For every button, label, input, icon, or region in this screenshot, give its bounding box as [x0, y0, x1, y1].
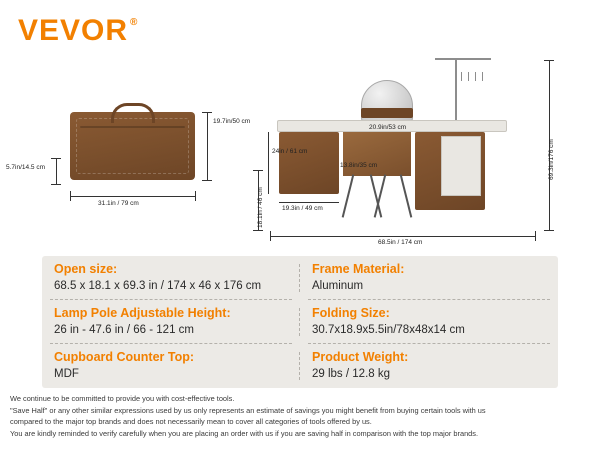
left-cabinet-height-label: 24in / 61 cm	[272, 148, 308, 155]
center-panel	[343, 132, 411, 176]
stand-height-tick-bottom	[253, 230, 263, 231]
spec-cell-lamp-pole-height	[42, 300, 300, 344]
hook-icon	[461, 72, 462, 81]
unit-width-line	[270, 236, 535, 237]
camp-kitchen-illustration	[265, 50, 565, 250]
left-cabinet-height-line	[268, 132, 269, 194]
left-cabinet-width-line	[279, 202, 339, 203]
spec-label: Lamp Pole Adjustable Height:	[54, 306, 231, 320]
hook-icon	[475, 72, 476, 81]
disclaimer-text	[10, 394, 592, 440]
spec-cell-counter-top	[42, 344, 300, 388]
specifications-table	[42, 256, 558, 388]
carry-bag-illustration	[70, 112, 195, 180]
spec-cell-open-size	[42, 256, 300, 300]
disclaimer-line: We continue to be committed to provide you with cost-effective tools.	[10, 394, 235, 403]
spec-cell-frame-material	[300, 256, 558, 300]
registered-mark: ®	[130, 17, 138, 28]
bag-depth-label: 5.7in/14.5 cm	[6, 164, 46, 171]
leg	[400, 174, 413, 217]
disclaimer-line: "Save Half" or any other similar expressions used by us only represents an estimate of savings you might benefit from buying certain tools with us	[10, 405, 486, 415]
bag-handle-icon	[111, 103, 155, 123]
spec-label: Cupboard Counter Top:	[54, 350, 195, 364]
unit-width-tick-left	[270, 231, 271, 241]
leg-frame	[347, 174, 407, 214]
lamp-pole-crossbar-icon	[435, 58, 491, 60]
bag-width-line	[70, 196, 195, 197]
disclaimer-line: compared to the major top brands and does not necessarily mean to cover all categories of tools offered by us.	[10, 417, 372, 427]
spec-value: MDF	[54, 367, 79, 380]
stand-height-tick-top	[253, 170, 263, 171]
unit-width-tick-right	[535, 231, 536, 241]
spec-label: Frame Material:	[312, 262, 405, 276]
spec-value: Aluminum	[312, 279, 364, 292]
bag-depth-line	[56, 158, 57, 184]
spec-value: 26 in - 47.6 in / 66 - 121 cm	[54, 323, 194, 336]
left-cabinet	[279, 132, 339, 194]
stand-height-label: 18.1in / 46 cm	[257, 187, 264, 228]
counter-width-label: 20.9in/53 cm	[369, 124, 407, 131]
bag-width-label: 31.1in / 79 cm	[98, 200, 139, 207]
bag-height-line	[207, 112, 208, 180]
left-cabinet-width-label: 19.3in / 49 cm	[282, 205, 323, 212]
spec-value: 29 lbs / 12.8 kg	[312, 367, 390, 380]
spec-label: Folding Size:	[312, 306, 390, 320]
unit-height-tick-top	[544, 60, 554, 61]
bag-height-tick-bottom	[202, 180, 212, 181]
unit-total-height-label: 69.3in/176 cm	[548, 139, 555, 180]
leg	[342, 174, 355, 217]
unit-total-width-label: 68.5in / 174 cm	[378, 239, 423, 246]
spec-value: 30.7x18.9x5.5in/78x48x14 cm	[312, 323, 465, 336]
spec-label: Open size:	[54, 262, 118, 276]
grill-base-icon	[361, 108, 413, 118]
hook-icon	[482, 72, 483, 81]
unit-height-tick-bottom	[544, 230, 554, 231]
brand-name: VEVOR	[18, 14, 129, 47]
bag-zipper-icon	[80, 126, 185, 128]
spec-cell-folding-size	[300, 300, 558, 344]
disclaimer-line: You are kindly reminded to verify carefully when you are placing an order with us if you are saving half in comparison with the top major brands.	[10, 428, 479, 438]
mid-height-label: 13.8in/35 cm	[340, 162, 378, 169]
bag-width-tick-right	[195, 191, 196, 201]
brand-logo	[18, 16, 137, 46]
product-diagram	[0, 50, 600, 250]
spec-label: Product Weight:	[312, 350, 409, 364]
bag-depth-tick-bottom	[51, 184, 61, 185]
bag-height-label: 19.7in/50 cm	[213, 118, 251, 125]
bag-width-tick-left	[70, 191, 71, 201]
spec-value: 68.5 x 18.1 x 69.3 in / 174 x 46 x 176 cm	[54, 279, 262, 292]
bag-depth-tick-top	[51, 158, 61, 159]
spec-cell-product-weight	[300, 344, 558, 388]
bag-height-tick-top	[202, 112, 212, 113]
right-cabinet-door	[441, 136, 481, 196]
hook-icon	[468, 72, 469, 81]
